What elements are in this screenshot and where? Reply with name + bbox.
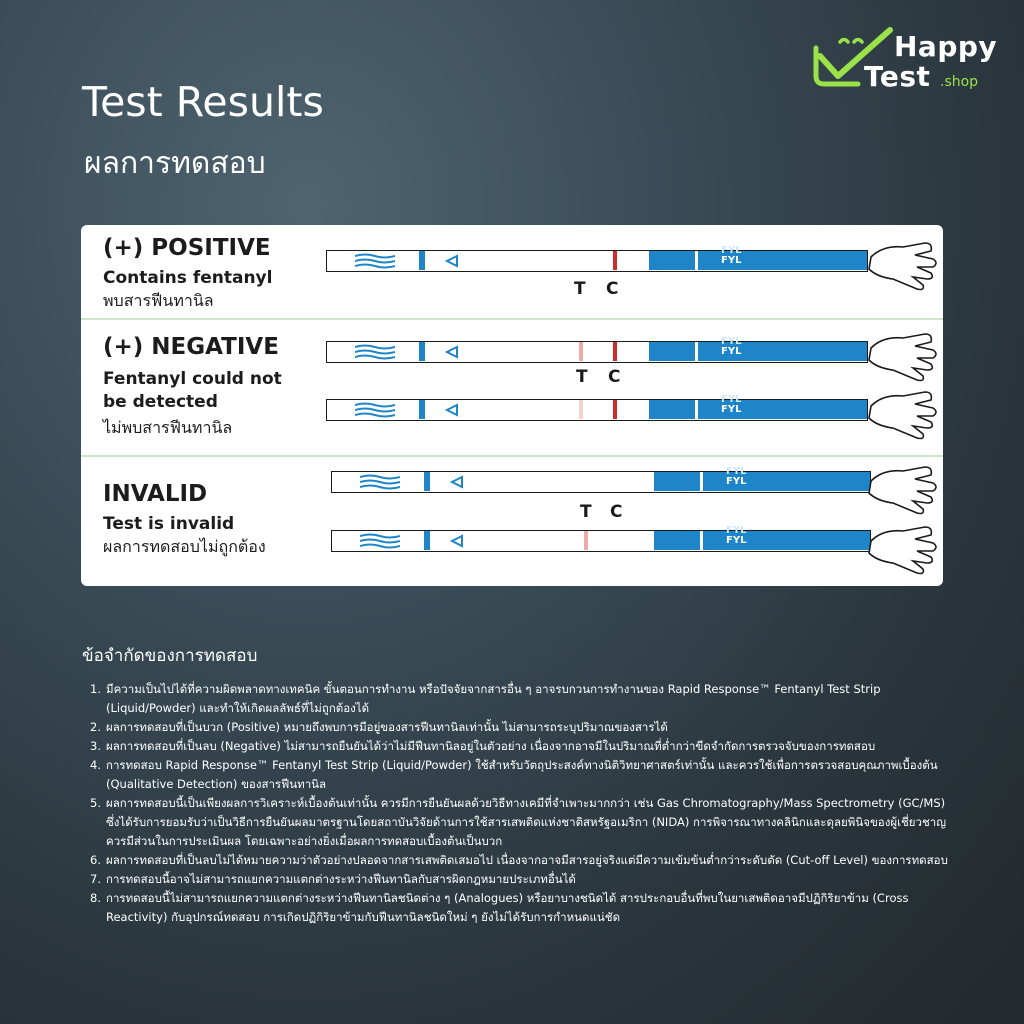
t-label: T — [576, 367, 588, 387]
fyl-label: FYL — [726, 525, 747, 536]
fyl-label: FYL — [721, 245, 742, 256]
hand-icon — [863, 233, 941, 295]
hand-icon — [863, 517, 941, 579]
results-card — [81, 225, 943, 586]
strip-marker — [419, 251, 425, 270]
logo-word-shop: .shop — [940, 74, 979, 90]
test-strip — [326, 336, 868, 363]
logo-word-happy: Happy — [894, 30, 998, 63]
fyl-label: FYL — [726, 466, 747, 477]
fyl-label: FYL — [721, 336, 742, 347]
hand-icon — [863, 457, 941, 519]
arrow-icon — [450, 534, 464, 548]
negative-description: Fentanyl could not be detected — [103, 369, 282, 412]
positive-description-thai: พบสารฟีนทานิล — [103, 291, 214, 310]
positive-heading: (+) POSITIVE — [103, 235, 271, 261]
strip-marker — [419, 342, 425, 361]
wave-icon — [355, 402, 395, 418]
list-item: 5. ผลการทดสอบนี้เป็นเพียงผลการวิเคราะห์เบื้องต้นเท่านั้น ควรมีการยืนยันผลด้วยวิธีทางเคมีที่จำเพาะมากกว่า เช่น Gas Chromatography/Mass Spectrometry (GC/MS) ซึ่งได้รับการยอมรับว่าเป็นวิธีการยืนยันผลมาตรฐานโดยสถาบันวิจัยด้านการใช้สารเสพติดแห่งชาติสหรัฐอเมริกา (NIDA) การพิจารณาทางคลินิกและดุลยพินิจของผู้เชี่ยวชาญควรมีส่วนในการประเมินผล โดยเฉพาะอย่างยิ่งเมื่อผลการทดสอบเบื้องต้นเป็นบวก — [90, 796, 947, 848]
control-line — [613, 251, 617, 270]
test-strip — [331, 525, 871, 552]
list-item: 1. มีความเป็นไปได้ที่ความผิดพลาดทางเทคนิค ขั้นตอนการทำงาน หรือปัจจัยจากสารอื่น ๆ อาจรบกวนการทำงานของ Rapid Response™ Fentanyl Test Strip (Liquid/Powder) และทำให้เกิดผลลัพธ์ที่ไม่ถูกต้องได้ — [90, 682, 881, 715]
limitation-text: การทดสอบนี้อาจไม่สามารถแยกความแตกต่างระหว่างฟีนทานิลกับสารผิดกฎหมายประเภทอื่นได้ — [106, 872, 576, 886]
positive-section — [81, 225, 943, 318]
strip-stripe — [695, 400, 698, 419]
limitations-list — [90, 680, 950, 927]
strip-stripe — [695, 342, 698, 361]
limitation-text: ผลการทดสอบนี้เป็นเพียงผลการวิเคราะห์เบื้องต้นเท่านั้น ควรมีการยืนยันผลด้วยวิธีทางเคมีที่จำเพาะมากกว่า เช่น Gas Chromatography/Mass Spectrometry (GC/MS) ซึ่งได้รับการยอมรับว่าเป็นวิธีการยืนยันผลมาตรฐานโดยสถาบันวิจัยด้านการใช้สารเสพติดแห่งชาติสหรัฐอเมริกา (NIDA) การพิจารณาทางคลินิกและดุลยพินิจของผู้เชี่ยวชาญควรมีส่วนในการประเมินผล โดยเฉพาะอย่างยิ่งเมื่อผลการทดสอบเบื้องต้นเป็นบวก — [106, 796, 947, 848]
list-item: 7. การทดสอบนี้อาจไม่สามารถแยกความแตกต่างระหว่างฟีนทานิลกับสารผิดกฎหมายประเภทอื่นได้ — [90, 872, 576, 886]
invalid-description-thai: ผลการทดสอบไม่ถูกต้อง — [103, 537, 266, 556]
strip-stripe — [700, 531, 703, 550]
wave-icon — [355, 344, 395, 360]
arrow-icon — [445, 345, 459, 359]
page-subtitle-thai: ผลการทดสอบ — [84, 146, 266, 181]
arrow-icon — [450, 475, 464, 489]
fyl-label: FYL — [721, 394, 742, 405]
invalid-description: Test is invalid — [103, 514, 235, 534]
strip-handle — [654, 525, 870, 550]
limitation-text: ผลการทดสอบที่เป็นบวก (Positive) หมายถึงพบการมีอยู่ของสารฟีนทานิลเท่านั้น ไม่สามารถระบุปริมาณของสารได้ — [106, 720, 668, 734]
limitation-text: ผลการทดสอบที่เป็นลบ (Negative) ไม่สามารถยืนยันได้ว่าไม่มีฟีนทานิลอยู่ในตัวอย่าง เนื่องจากอาจมีในปริมาณที่ต่ำกว่าขีดจำกัดการตรวจจับของการทดสอบ — [106, 739, 876, 753]
test-line-faint — [579, 342, 583, 361]
fyl-label: FYL — [721, 255, 742, 266]
negative-section — [81, 320, 943, 455]
control-line — [613, 342, 617, 361]
wave-icon — [360, 474, 400, 490]
hand-icon — [863, 382, 941, 444]
test-line-faint — [584, 531, 588, 550]
limitation-text: การทดสอบ Rapid Response™ Fentanyl Test Strip (Liquid/Powder) ใช้สำหรับวัตถุประสงค์ทางนิติวิทยาศาสตร์เท่านั้น และควรใช้เพื่อการตรวจสอบคุณภาพเบื้องต้น (Qualitative Detection) ของสารฟีนทานิล — [106, 758, 938, 791]
happytest-logo — [808, 26, 1008, 96]
wave-icon — [355, 253, 395, 269]
fyl-label: FYL — [721, 404, 742, 415]
page-title: Test Results — [82, 78, 324, 126]
limitation-text: มีความเป็นไปได้ที่ความผิดพลาดทางเทคนิค ขั้นตอนการทำงาน หรือปัจจัยจากสารอื่น ๆ อาจรบกวนการทำงานของ Rapid Response™ Fentanyl Test Strip (Liquid/Powder) และทำให้เกิดผลลัพธ์ที่ไม่ถูกต้องได้ — [106, 682, 881, 715]
positive-description: Contains fentanyl — [103, 268, 273, 288]
arrow-icon — [445, 254, 459, 268]
strip-handle — [654, 466, 870, 491]
t-label: T — [574, 279, 586, 299]
strip-stripe — [695, 251, 698, 270]
c-label: C — [608, 367, 621, 387]
fyl-label: FYL — [721, 346, 742, 357]
invalid-section — [81, 457, 943, 586]
c-label: C — [606, 279, 619, 299]
strip-handle — [649, 245, 867, 270]
test-strip — [326, 245, 868, 272]
limitations-title: ข้อจำกัดของการทดสอบ — [82, 646, 258, 666]
strip-stripe — [700, 472, 703, 491]
strip-marker — [424, 472, 430, 491]
control-line — [613, 400, 617, 419]
limitation-text: ผลการทดสอบที่เป็นลบไม่ได้หมายความว่าตัวอย่างปลอดจากสารเสพติดเสมอไป เนื่องจากอาจมีสารอยู่จริงแต่มีความเข้มข้นต่ำกว่าระดับตัด (Cut-off Level) ของการทดสอบ — [106, 853, 948, 867]
list-item: 8. การทดสอบนี้ไม่สามารถแยกความแตกต่างระหว่างฟีนทานิลชนิดต่าง ๆ (Analogues) หรือยาบางชนิดได้ สารประกอบอื่นที่พบในยาเสพติดอาจมีปฏิกิริยาข้าม (Cross Reactivity) กับอุปกรณ์ทดสอบ การเกิดปฏิกิริยาข้ามกับฟีนทานิลชนิดใหม่ ๆ ยังไม่ได้รับการกำหนดแน่ชัด — [90, 891, 909, 924]
negative-description-thai: ไม่พบสารฟีนทานิล — [103, 418, 233, 437]
test-strip — [331, 466, 871, 493]
limitation-text: การทดสอบนี้ไม่สามารถแยกความแตกต่างระหว่างฟีนทานิลชนิดต่าง ๆ (Analogues) หรือยาบางชนิดได้ สารประกอบอื่นที่พบในยาเสพติดอาจมีปฏิกิริยาข้าม (Cross Reactivity) กับอุปกรณ์ทดสอบ การเกิดปฏิกิริยาข้ามกับฟีนทานิลชนิดใหม่ ๆ ยังไม่ได้รับการกำหนดแน่ชัด — [106, 891, 909, 924]
negative-heading: (+) NEGATIVE — [103, 334, 279, 360]
arrow-icon — [445, 403, 459, 417]
strip-handle — [649, 394, 867, 419]
t-label: T — [580, 502, 592, 522]
strip-handle — [649, 336, 867, 361]
list-item: 6. ผลการทดสอบที่เป็นลบไม่ได้หมายความว่าตัวอย่างปลอดจากสารเสพติดเสมอไป เนื่องจากอาจมีสารอยู่จริงแต่มีความเข้มข้นต่ำกว่าระดับตัด (Cut-off Level) ของการทดสอบ — [90, 853, 948, 867]
wave-icon — [360, 533, 400, 549]
strip-marker — [424, 531, 430, 550]
fyl-label: FYL — [726, 535, 747, 546]
test-line-very-faint — [579, 400, 583, 419]
list-item: 2. ผลการทดสอบที่เป็นบวก (Positive) หมายถึงพบการมีอยู่ของสารฟีนทานิลเท่านั้น ไม่สามารถระบุปริมาณของสารได้ — [90, 720, 668, 734]
list-item: 3. ผลการทดสอบที่เป็นลบ (Negative) ไม่สามารถยืนยันได้ว่าไม่มีฟีนทานิลอยู่ในตัวอย่าง เนื่องจากอาจมีในปริมาณที่ต่ำกว่าขีดจำกัดการตรวจจับของการทดสอบ — [90, 739, 876, 753]
logo-word-test: Test — [864, 60, 931, 93]
test-strip — [326, 394, 868, 421]
strip-marker — [419, 400, 425, 419]
hand-icon — [863, 324, 941, 386]
c-label: C — [610, 502, 623, 522]
invalid-heading: INVALID — [103, 481, 208, 507]
list-item: 4. การทดสอบ Rapid Response™ Fentanyl Test Strip (Liquid/Powder) ใช้สำหรับวัตถุประสงค์ทางนิติวิทยาศาสตร์เท่านั้น และควรใช้เพื่อการตรวจสอบคุณภาพเบื้องต้น (Qualitative Detection) ของสารฟีนทานิล — [90, 758, 938, 791]
fyl-label: FYL — [726, 476, 747, 487]
